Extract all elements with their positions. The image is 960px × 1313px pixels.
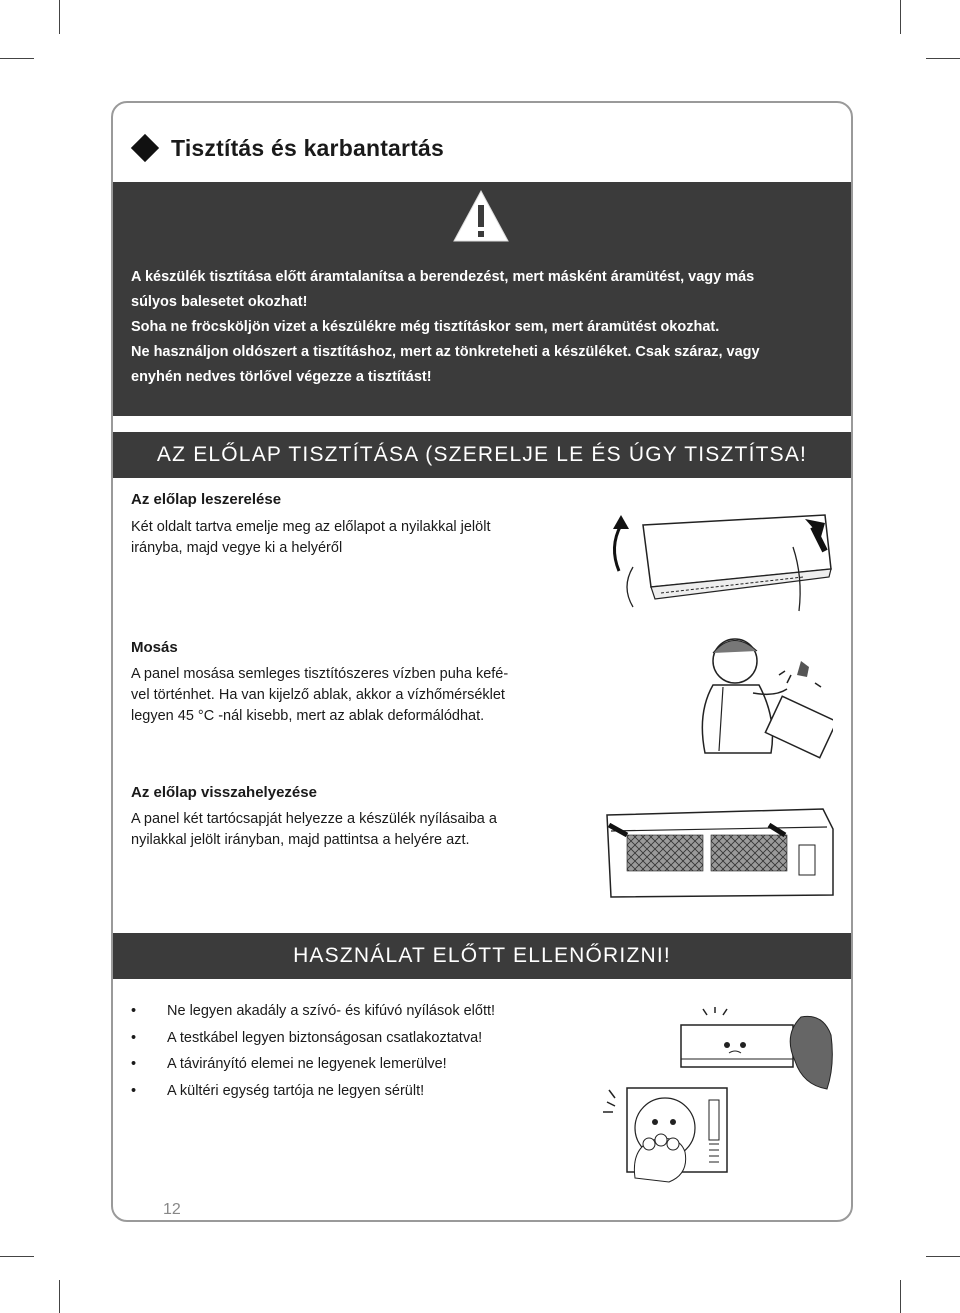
list-item-text: A kültéri egység tartója ne legyen sérült! <box>167 1082 425 1099</box>
crop-mark <box>900 1280 901 1313</box>
removal-line: irányba, majd vegye ki a helyéről <box>131 540 343 556</box>
warning-triangle-icon <box>451 188 511 244</box>
diamond-bullet-icon <box>131 134 159 162</box>
list-item: • A kültéri egység tartója ne legyen sérült! <box>131 1082 425 1099</box>
check-list <box>127 1003 587 1109</box>
list-item-text: A testkábel legyen biztonságosan csatlakoztatva! <box>167 1029 483 1046</box>
removal-heading: Az előlap leszerelése <box>131 491 282 508</box>
crop-mark <box>59 1280 60 1313</box>
warning-line: Soha ne fröcsköljön vizet a készülékre még tisztításkor sem, mert áramütést okozhat. <box>131 319 720 335</box>
refit-line: nyilakkal jelölt irányban, majd pattintsa a helyére azt. <box>131 832 470 848</box>
washing-heading: Mosás <box>131 639 178 656</box>
list-item: • Ne legyen akadály a szívó- és kifúvó nyílások előtt! <box>131 1003 496 1019</box>
warning-line: enyhén nedves törlővel végezze a tisztítást! <box>131 369 432 385</box>
crop-mark <box>0 1256 34 1257</box>
crop-mark <box>59 0 60 34</box>
page-frame <box>111 101 853 1222</box>
warning-line: súlyos balesetet okozhat! <box>131 294 308 310</box>
check-band: HASZNÁLAT ELŐTT ELLENŐRIZNI! <box>113 933 851 979</box>
washing-line: vel történhet. Ha van kijelző ablak, akkor a vízhőmérséklet <box>131 687 505 703</box>
list-item-text: Ne legyen akadály a szívó- és kifúvó nyílások előtt! <box>167 1003 496 1019</box>
refit-line: A panel két tartócsapját helyezze a készülék nyílásaiba a <box>131 811 497 827</box>
removal-text <box>131 517 561 559</box>
warning-line: A készülék tisztítása előtt áramtalanítsa a berendezést, mert másként áramütést, vagy más <box>131 269 755 285</box>
warning-text <box>131 265 831 390</box>
crop-mark <box>926 58 960 59</box>
warning-line: Ne használjon oldószert a tisztításhoz, mert az tönkreteheti a készüléket. Csak száraz, vagy <box>131 344 760 360</box>
list-item-text: A távirányító elemei ne legyenek lemerülve! <box>167 1056 447 1072</box>
page-number: 12 <box>157 1201 187 1219</box>
washing-line: legyen 45 °C -nál kisebb, mert az ablak deformálódhat. <box>131 708 485 724</box>
front-panel-band: AZ ELŐLAP TISZTÍTÁSA (SZERELJE LE ÉS ÚGY TISZTÍTSA! <box>113 432 851 478</box>
remove-panel-illustration <box>603 507 843 617</box>
list-item: • A távirányító elemei ne legyenek lemerülve! <box>131 1056 447 1072</box>
outdoor-unit-illustration <box>597 1078 747 1188</box>
washing-line: A panel mosása semleges tisztítószeres vízben puha kefé- <box>131 666 509 682</box>
list-item: • A testkábel legyen biztonságosan csatlakoztatva! <box>131 1029 483 1046</box>
crop-mark <box>900 0 901 34</box>
washing-illustration <box>683 623 833 773</box>
refit-heading: Az előlap visszahelyezése <box>131 784 317 801</box>
warning-box <box>113 182 851 416</box>
refit-panel-illustration <box>587 805 839 901</box>
crop-mark <box>0 58 34 59</box>
crop-mark <box>926 1256 960 1257</box>
washing-text <box>131 664 559 727</box>
section-title-row <box>131 133 444 163</box>
page-title: Tisztítás és karbantartás <box>171 134 445 161</box>
removal-line: Két oldalt tartva emelje meg az előlapot a nyilakkal jelölt <box>131 519 491 535</box>
refit-text <box>131 809 559 851</box>
